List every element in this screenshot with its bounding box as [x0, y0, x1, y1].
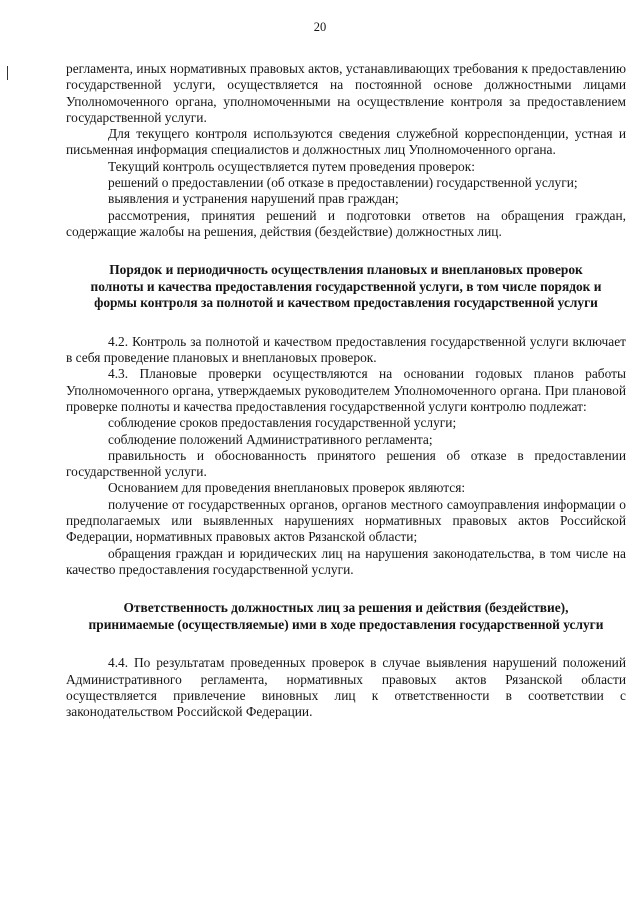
- section-heading: Порядок и периодичность осуществления плановых и внеплановых проверок полноты и качества предоставления государственной услуги, в том числе порядок и формы контроля за полнотой и качеством предоставления государственной услуги: [90, 262, 602, 311]
- paragraph: 4.4. По результатам проведенных проверок в случае выявления нарушений положений Административного регламента, нормативных правовых актов Рязанской области осуществляется привлечение виновных лиц к ответственности в соответствии с законодательством Российской Федерации.: [66, 655, 626, 720]
- paragraph: Текущий контроль осуществляется путем проведения проверок:: [108, 158, 475, 174]
- paragraph: правильность и обоснованность принятого решения об отказе в предоставлении государственной услуги.: [66, 447, 626, 480]
- document-body: [66, 61, 626, 720]
- section-heading: Ответственность должностных лиц за решения и действия (бездействие), принимаемые (осуществляемые) ими в ходе предоставления государственной услуги: [88, 600, 604, 632]
- paragraph: соблюдение положений Административного регламента;: [108, 431, 433, 447]
- paragraph: регламента, иных нормативных правовых актов, устанавливающих требования к предоставлению государственной услуги, осуществляется на постоянной основе должностными лицами Уполномоченного органа, уполномоченными на осуществление контроля за предоставлением государственной услуги.: [66, 61, 626, 125]
- paragraph: 4.2. Контроль за полнотой и качеством предоставления государственной услуги включает в себя проведение плановых и внеплановых проверок.: [66, 333, 626, 366]
- paragraph: получение от государственных органов, органов местного самоуправления информации о предполагаемых или выявленных нарушениях нормативных правовых актов Российской Федерации, нормативных правовых актов Рязанской области;: [66, 496, 626, 545]
- paragraph: обращения граждан и юридических лиц на нарушения законодательства, в том числе на качество предоставления государственной услуги.: [66, 545, 626, 577]
- paragraph: Для текущего контроля используются сведения служебной корреспонденции, устная и письменная информация специалистов и должностных лиц Уполномоченного органа.: [66, 126, 626, 158]
- paragraph: выявления и устранения нарушений прав граждан;: [108, 191, 399, 207]
- page-number: 20: [313, 20, 327, 34]
- margin-mark: [7, 66, 8, 80]
- paragraph: рассмотрения, принятия решений и подготовки ответов на обращения граждан, содержащие жалобы на решения, действия (бездействие) должностных лиц.: [66, 207, 626, 239]
- paragraph: Основанием для проведения внеплановых проверок являются:: [108, 480, 466, 496]
- paragraph: соблюдение сроков предоставления государственной услуги;: [108, 415, 457, 431]
- paragraph: решений о предоставлении (об отказе в предоставлении) государственной услуги;: [108, 175, 578, 191]
- paragraph: 4.3. Плановые проверки осуществляются на основании годовых планов работы Уполномоченного органа, утверждаемых руководителем Уполномоченного органа. При плановой проверке полноты и качества предоставления государственной услуги контролю подлежат:: [66, 366, 626, 414]
